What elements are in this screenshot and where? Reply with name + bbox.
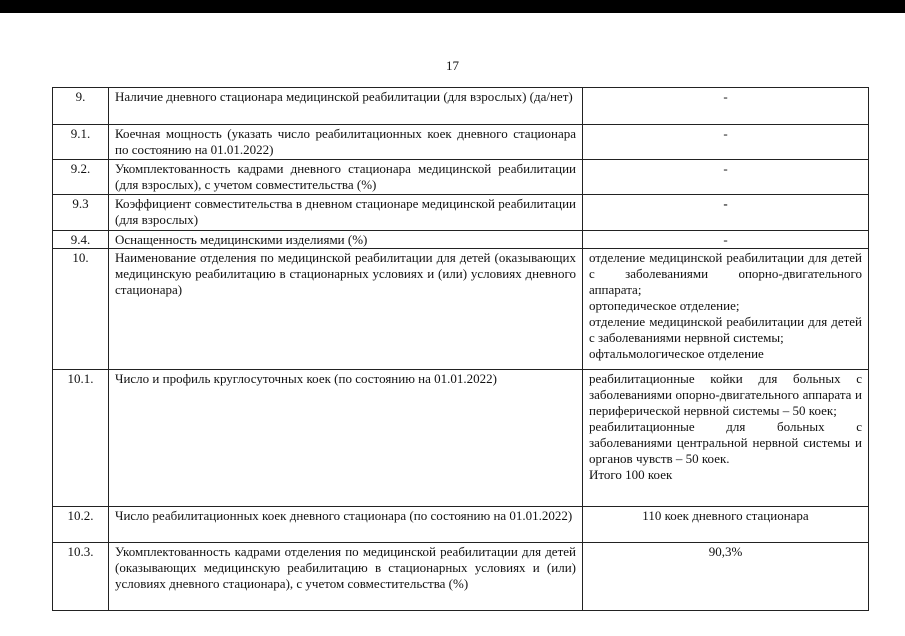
row-number: 10.3.: [53, 543, 109, 611]
row-value: -: [583, 231, 869, 249]
scan-top-border: [0, 0, 905, 13]
row-description: Оснащенность медицинскими изделиями (%): [109, 231, 583, 249]
row-value: -: [583, 125, 869, 160]
row-description: Число и профиль круглосуточных коек (по состоянию на 01.01.2022): [109, 370, 583, 507]
table-row: [53, 249, 869, 370]
row-description: Число реабилитационных коек дневного стационара (по состоянию на 01.01.2022): [109, 507, 583, 543]
row-value: [583, 249, 869, 370]
value-line: Итого 100 коек: [589, 467, 673, 482]
page-number: 17: [446, 58, 459, 73]
table-row: [53, 160, 869, 195]
value-line: реабилитационные койки для больных с заболеваниями опорно-двигательного аппарата и периферической нервной системы – 50 коек;: [589, 371, 862, 418]
row-value: -: [583, 160, 869, 195]
value-line: ортопедическое отделение;: [589, 298, 740, 313]
row-description: Наличие дневного стационара медицинской реабилитации (для взрослых) (да/нет): [109, 88, 583, 125]
value-line: отделение медицинской реабилитации для детей с заболеваниями опорно-двигательного аппарата;: [589, 250, 862, 297]
row-value: -: [583, 88, 869, 125]
rehab-info-table: [52, 87, 869, 611]
row-description: Коэффициент совместительства в дневном стационаре медицинской реабилитации (для взрослых): [109, 195, 583, 231]
table-row: [53, 543, 869, 611]
table-row: [53, 125, 869, 160]
row-number: 9.2.: [53, 160, 109, 195]
row-description: Коечная мощность (указать число реабилитационных коек дневного стационара по состоянию на 01.01.2022): [109, 125, 583, 160]
row-number: 9.3: [53, 195, 109, 231]
row-value: [583, 370, 869, 507]
row-number: 9.4.: [53, 231, 109, 249]
row-number: 9.1.: [53, 125, 109, 160]
table-row: [53, 195, 869, 231]
row-number: 10.1.: [53, 370, 109, 507]
row-description: Укомплектованность кадрами дневного стационара медицинской реабилитации (для взрослых), с учетом совместительства (%): [109, 160, 583, 195]
row-value: 110 коек дневного стационара: [583, 507, 869, 543]
row-value: -: [583, 195, 869, 231]
value-line: реабилитационные для больных с заболеваниями центральной нервной системы и органов чувств – 50 коек.: [589, 419, 862, 466]
row-description: Укомплектованность кадрами отделения по медицинской реабилитации для детей (оказывающих медицинскую реабилитацию в стационарных условиях и (или) условиях дневного стационара), с учетом совместительства (%): [109, 543, 583, 611]
table-row: [53, 370, 869, 507]
row-number: 9.: [53, 88, 109, 125]
row-value: 90,3%: [583, 543, 869, 611]
row-number: 10.2.: [53, 507, 109, 543]
table-row: [53, 507, 869, 543]
value-line: отделение медицинской реабилитации для детей с заболеваниями нервной системы;: [589, 314, 862, 345]
table-row: [53, 88, 869, 125]
row-description: Наименование отделения по медицинской реабилитации для детей (оказывающих медицинскую реабилитацию в стационарных условиях и (или) условиях дневного стационара): [109, 249, 583, 370]
value-line: офтальмологическое отделение: [589, 346, 764, 361]
row-number: 10.: [53, 249, 109, 370]
table-row: [53, 231, 869, 249]
